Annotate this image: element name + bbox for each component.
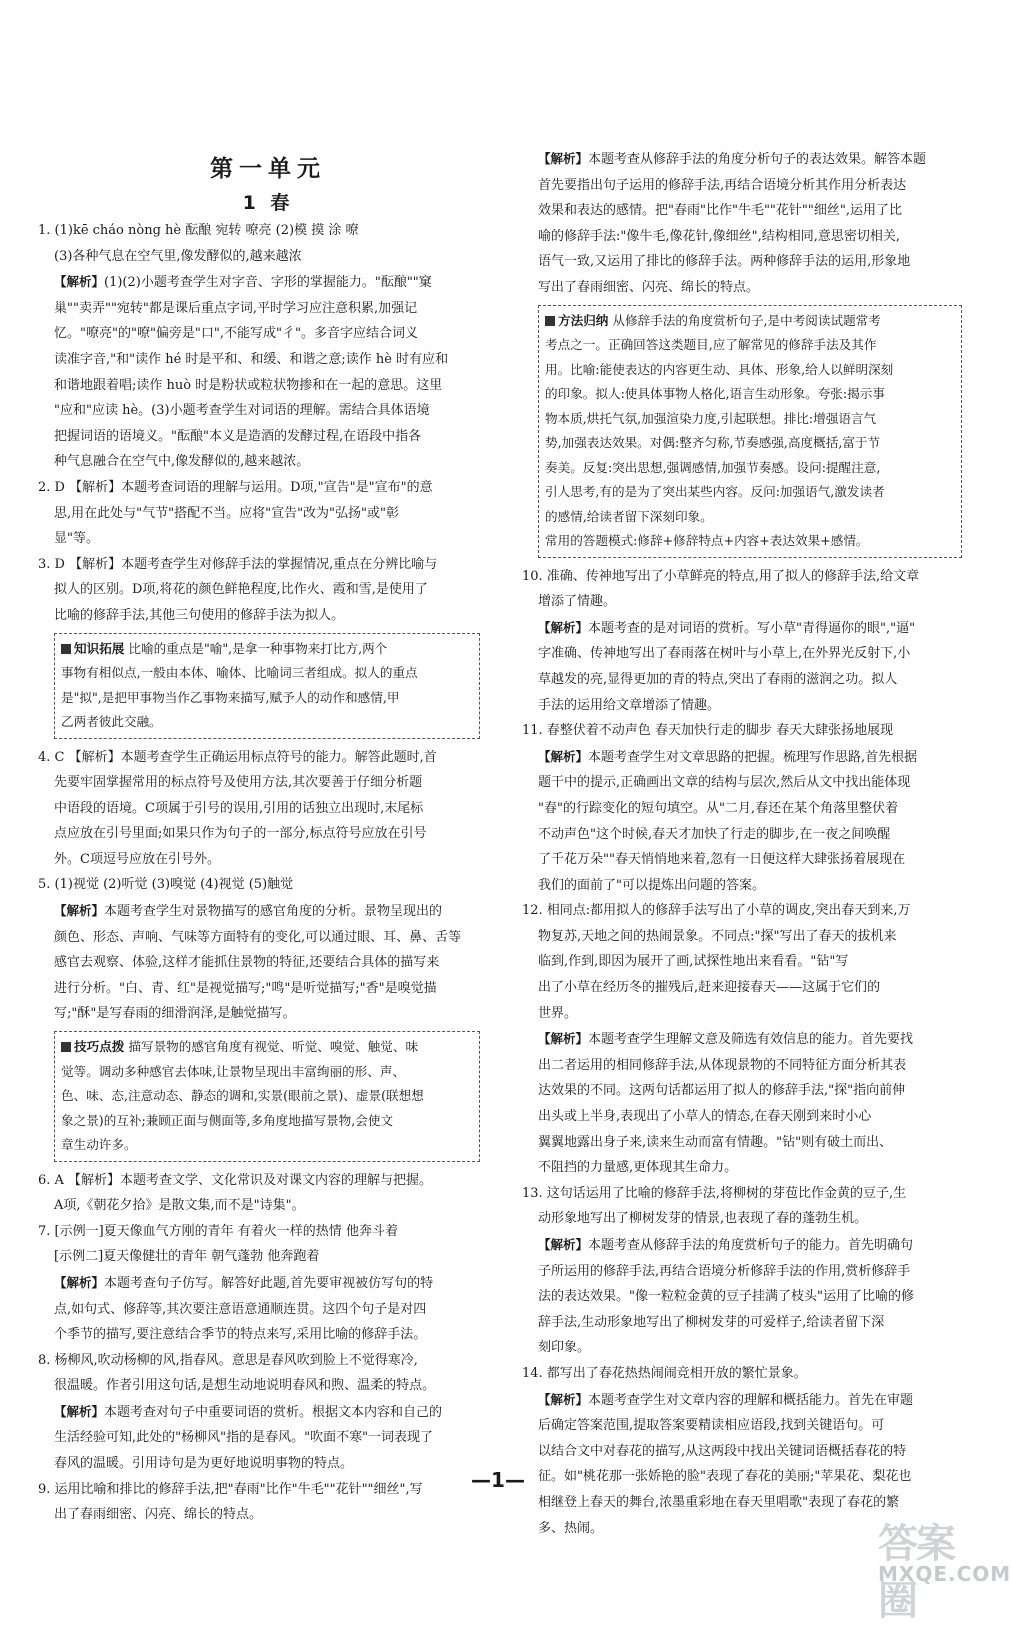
answer-line <box>522 1232 962 1259</box>
line-text: 读准字音,"和"读作 hé 时是平和、和缓、和谐之意;读作 hè 时有应和 <box>54 351 449 367</box>
line-text: 描写景物的感官角度有视觉、听觉、嗅觉、触觉、味 <box>128 1039 419 1055</box>
answer-line <box>38 1001 480 1027</box>
line-text: 相继登上春天的舞台,浓墨重彩地在春天里唱歌"表现了春花的繁 <box>538 1494 900 1510</box>
answer-line <box>61 1133 473 1158</box>
answer-line <box>61 1035 473 1060</box>
answer-line <box>38 1399 480 1426</box>
line-text: 出头或上半身,表现出了小草人的情态,在春天刚到来时小心 <box>538 1109 872 1125</box>
line-text: 我们的面前了"可以提炼出问题的答案。 <box>538 877 765 893</box>
answer-line <box>38 1244 480 1270</box>
answer-line <box>522 641 962 667</box>
line-text: 法的表达效果。"像一粒粒金黄的豆子挂满了枝头"运用了比喻的修 <box>538 1289 914 1305</box>
line-text: 点,如句式、修辞等,其次要注意语意通顺连贯。这四个句子是对四 <box>54 1301 427 1317</box>
line-text: 6. A 【解析】本题考查文学、文化常识及对课文内容的理解与把握。 <box>38 1172 433 1188</box>
answer-line <box>522 1310 962 1336</box>
answer-line <box>38 347 480 373</box>
answer-line <box>38 976 480 1002</box>
line-text: (1)(2)小题考查学生对字音、字形的掌握能力。"酝酿""窠 <box>104 275 432 291</box>
tip-box <box>54 1031 480 1162</box>
line-text: 4. C 【解析】本题考查学生正确运用标点符号的能力。解答此题时,首 <box>38 749 437 765</box>
left-answer-list <box>38 218 480 1528</box>
line-text: 进行分析。"白、青、红"是视觉描写;"鸣"是听觉描写;"香"是嗅觉描 <box>54 980 437 996</box>
answer-line <box>522 1439 962 1465</box>
line-text: 势,加强表达效果。对偶:整齐匀称,节奏感强,高度概括,富于节 <box>545 435 881 451</box>
answer-line <box>61 1109 473 1134</box>
answer-item <box>522 1026 962 1181</box>
answer-line <box>522 1155 962 1181</box>
analysis-tag: 【解析】 <box>54 903 105 919</box>
line-text: 不动声色"这个时候,春天才加快了行走的脚步,在一夜之间唤醒 <box>538 826 891 842</box>
line-text: 8. 杨柳风,吹动杨柳的风,指春风。意思是春风吹到脸上不觉得寒冷, <box>38 1352 418 1368</box>
answer-line <box>38 552 480 578</box>
answer-line <box>522 667 962 693</box>
line-text: 的感情,给读者留下深刻印象。 <box>545 508 713 524</box>
line-text: 7. [示例一]夏天像血气方刚的青年 有着火一样的热情 他奔斗着 <box>38 1223 398 1239</box>
line-text: 本题考查学生对景物描写的感官角度的分析。景物呈现出的 <box>104 904 443 920</box>
answer-item <box>522 564 962 615</box>
answer-line <box>522 718 962 744</box>
answer-line <box>38 872 480 898</box>
line-text: 以结合文中对春花的描写,从这两段中找出关键词语概括春花的特 <box>538 1443 907 1459</box>
line-text: 题干中的提示,正确画出文章的结构与层次,然后从文中找出能体现 <box>538 775 911 791</box>
line-text: 忆。"嘹亮"的"嘹"偏旁是"口",不能写成"彳"。多音字应结合词义 <box>54 326 418 342</box>
answer-line <box>522 1130 962 1156</box>
answer-line <box>38 373 480 399</box>
line-text: 象之景)的互补;兼顾正面与侧面等,多角度地描写景物,会使文 <box>61 1112 394 1128</box>
line-text: 动形象地写出了柳树发芽的情景,也表现了春的蓬勃生机。 <box>538 1211 868 1227</box>
line-text: 本题考查从修辞手法的角度分析句子的表达效果。解答本题 <box>588 152 927 167</box>
line-text: 从修辞手法的角度赏析句子,是中考阅读试题常考 <box>612 312 881 328</box>
answer-item <box>38 269 480 475</box>
tip-box-tag: 方法归纳 <box>545 313 608 328</box>
answer-item <box>38 475 480 552</box>
line-text: 征。如"桃花那一张娇艳的脸"表现了春花的美丽;"苹果花、梨花也 <box>538 1469 912 1485</box>
line-text: 子所运用的修辞手法,再结合语境分析修辞手法的作用,赏析修辞手 <box>538 1263 911 1279</box>
answer-line <box>522 1078 962 1104</box>
answer-line <box>38 501 480 527</box>
analysis-tag: 【解析】 <box>538 748 589 764</box>
line-text: "应和"应读 hè。(3)小题考查学生对词语的理解。需结合具体语境 <box>54 403 430 419</box>
answer-line <box>38 925 480 951</box>
line-text: 辞手法,生动形象地写出了柳树发芽的可爱样子,给读者留下深 <box>538 1314 885 1330</box>
answer-item <box>522 898 962 1026</box>
line-text: 14. 都写出了春花热热闹闹竞相开放的繁忙景象。 <box>522 1365 807 1381</box>
line-text: [示例二]夏天像健壮的青年 朝气蓬勃 他奔跑着 <box>54 1249 320 1265</box>
answer-line <box>38 1297 480 1323</box>
answer-line <box>61 661 473 686</box>
line-text: 章生动许多。 <box>61 1137 137 1153</box>
answer-line <box>38 770 480 796</box>
answer-line <box>545 358 955 383</box>
line-text: 3. D 【解析】本题考查学生对修辞手法的掌握情况,重点在分辨比喻与 <box>38 556 438 572</box>
answer-line <box>38 244 480 270</box>
line-text: 多、热闹。 <box>538 1520 604 1536</box>
line-text: 5. (1)视觉 (2)听觉 (3)嗅觉 (4)视觉 (5)触觉 <box>38 877 294 893</box>
answer-item <box>38 872 480 898</box>
line-text: 本题考查句子仿写。解答好此题,首先要审视被仿写句的特 <box>104 1275 434 1291</box>
answer-line <box>545 431 955 456</box>
answer-line <box>61 710 473 735</box>
answer-item <box>38 1168 480 1219</box>
answer-line <box>38 1322 480 1348</box>
analysis-tag: 【解析】 <box>538 1031 589 1047</box>
line-text: 本题考查学生对文章思路的把握。梳理写作思路,首先根据 <box>588 749 918 765</box>
line-text: (3)各种气息在空气里,像发酵似的,越来越浓 <box>54 248 302 264</box>
answer-line <box>522 615 962 642</box>
line-text: 出了小草在经历冬的摧残后,赶来迎接春天——这属于它们的 <box>538 980 881 996</box>
answer-line <box>38 745 480 771</box>
answer-line <box>61 1084 473 1109</box>
line-text: 后确定答案范围,提取答案要精读相应语段,找到关键语句。可 <box>538 1418 885 1434</box>
answer-line <box>38 424 480 450</box>
line-text: 和谐地跟着唱;读作 huò 时是粉状或粒状物掺和在一起的意思。这里 <box>54 377 443 393</box>
answer-line <box>522 847 962 873</box>
answer-item <box>38 1348 480 1399</box>
line-text: 常用的答题模式:修辞+修辞特点+内容+表达效果+感情。 <box>545 533 869 549</box>
line-text: 奏美。反复:突出思想,强调感情,加强节奏感。设问:提醒注意, <box>545 459 881 475</box>
answer-line <box>61 686 473 711</box>
line-text: 11. 春整伏着不动声色 春天加快行走的脚步 春天大肆张扬地展现 <box>522 723 894 739</box>
answer-line <box>522 1387 962 1414</box>
answer-line <box>38 1502 480 1528</box>
answer-line <box>38 526 480 552</box>
answer-line <box>522 146 962 173</box>
line-text: 引人思考,有的是为了突出某些内容。反问:加强语气,激发读者 <box>545 484 885 500</box>
line-text: 巢""卖弄""宛转"都是课后重点字词,平时学习应注意积累,加强记 <box>54 300 418 316</box>
answer-line <box>522 275 962 301</box>
answer-line <box>38 449 480 475</box>
line-text: 达效果的不同。这两句话都运用了拟人的修辞手法,"探"指向前伸 <box>538 1083 906 1099</box>
answer-line <box>522 796 962 822</box>
answer-line <box>545 456 955 481</box>
line-text: 2. D 【解析】本题考查词语的理解与运用。D项,"宣告"是"宣布"的意 <box>38 479 433 495</box>
line-text: 色、味、态,注意动态、静态的调和,实景(眼前之景)、虚景(联想想 <box>61 1088 424 1104</box>
watermark-url: MXQE.COM <box>878 1562 1011 1586</box>
line-text: 刻印象。 <box>538 1340 591 1356</box>
line-text: 乙两者彼此交融。 <box>61 714 162 729</box>
answer-line <box>38 603 480 629</box>
line-text: 本题考查从修辞手法的角度赏析句子的能力。首先明确句 <box>588 1238 914 1253</box>
line-text: 显"等。 <box>54 531 99 547</box>
answer-line <box>522 589 962 615</box>
answer-item <box>38 1270 480 1348</box>
line-text: 写出了春雨细密、闪亮、绵长的特点。 <box>538 279 760 295</box>
answer-item <box>38 745 480 873</box>
lesson-title: 1 春 <box>242 192 294 214</box>
tip-box-tag: 技巧点拨 <box>61 1039 124 1054</box>
line-text: 了千花万朵""春天悄悄地来着,忽有一日便这样大肆张扬着展现在 <box>538 852 906 868</box>
line-text: 本题考查对句子中重要词语的赏析。根据文本内容和自己的 <box>104 1404 443 1420</box>
line-text: 喻的修辞手法:"像牛毛,像花针,像细丝",结构相同,意思密切相关, <box>538 228 901 244</box>
line-text: 比喻的重点是"喻",是拿一种事物来打比方,两个 <box>128 640 388 656</box>
line-text: 的印象。拟人:使具体事物人格化,语言生动形象。夸张:揭示事 <box>545 386 885 402</box>
answer-line <box>38 950 480 976</box>
line-text: 感官去观察、体验,这样才能抓住景物的特征,还要结合具体的描写来 <box>54 955 440 971</box>
analysis-tag: 【解析】 <box>54 1274 105 1290</box>
answer-line <box>522 744 962 771</box>
answer-line <box>38 1168 480 1194</box>
line-text: 出二者运用的相同修辞手法,从体现景物的不同特征方面分析其表 <box>538 1057 907 1073</box>
analysis-tag: 【解析】 <box>54 1403 105 1419</box>
answer-line <box>545 333 955 358</box>
page-number: —1— <box>471 1468 525 1492</box>
line-text: 翼翼地露出身子来,读来生动而富有情趣。"钻"则有破土而出、 <box>538 1134 893 1150</box>
answer-line <box>522 1335 962 1361</box>
line-text: 本题考查的是对词语的赏析。写小草"青得逼你的眼","逼" <box>588 620 916 636</box>
answer-line <box>38 321 480 347</box>
answer-line <box>38 1193 480 1219</box>
line-text: 点应放在引号里面;如果只作为句子的一部分,标点符号应放在引号 <box>54 826 427 842</box>
answer-line <box>522 173 962 199</box>
line-text: 很温暖。作者引用这句话,是想生动地说明春风和煦、温柔的特点。 <box>54 1378 436 1394</box>
line-text: 临到,作到,即因为展开了画,试探性地出来看看。"钻"写 <box>538 954 849 970</box>
answer-line <box>545 529 955 554</box>
answer-line <box>522 1026 962 1053</box>
answer-line <box>522 1361 962 1387</box>
line-text: 考点之一。正确回答这类题目,应了解常见的修辞手法及其作 <box>545 337 877 353</box>
answer-item <box>38 1219 480 1270</box>
line-text: 拟人的区别。D项,将花的颜色鲜艳程度,比作火、霞和雪,是使用了 <box>54 582 428 598</box>
line-text: 首先要指出句子运用的修辞手法,再结合语境分析其作用分析表达 <box>538 177 907 193</box>
line-text: 春风的温暖。引用诗句是为更好地说明事物的特点。 <box>54 1456 354 1472</box>
answer-line <box>522 1001 962 1027</box>
watermark-text: 答案圈 <box>878 1521 954 1624</box>
answer-line <box>522 1284 962 1310</box>
answer-line <box>522 249 962 275</box>
answer-line <box>522 924 962 950</box>
line-text: 出了春雨细密、闪亮、绵长的特点。 <box>54 1507 263 1523</box>
line-text: 本题考查学生理解文意及筛选有效信息的能力。首先要找 <box>588 1032 914 1048</box>
line-text: 增添了情趣。 <box>538 594 617 610</box>
line-text: 觉等。调动多种感官去体味,让景物呈现出丰富绚丽的形、声、 <box>61 1063 406 1079</box>
answer-line <box>545 480 955 505</box>
analysis-tag: 【解析】 <box>538 151 589 166</box>
line-text: 13. 这句话运用了比喻的修辞手法,将柳树的芽苞比作金黄的豆子,生 <box>522 1185 907 1201</box>
answer-line <box>522 564 962 590</box>
answer-line <box>545 309 955 334</box>
answer-item <box>522 615 962 718</box>
answer-item <box>38 1399 480 1477</box>
line-text: 物本质,烘托气氛,加强渲染力度,引起联想。排比:增强语言气 <box>545 410 877 426</box>
line-text: 比喻的修辞手法,其他三句使用的修辞手法为拟人。 <box>54 607 345 623</box>
analysis-tag: 【解析】 <box>538 619 589 635</box>
analysis-tag: 【解析】 <box>538 1237 589 1252</box>
line-text: A项,《朝花夕拾》是散文集,而不是"诗集"。 <box>54 1198 305 1214</box>
answer-line <box>522 898 962 924</box>
answer-line <box>522 949 962 975</box>
answer-line <box>522 1181 962 1207</box>
line-text: 草越发的亮,显得更加的青的特点,突出了春雨的滋润之功。拟人 <box>538 671 898 687</box>
answer-line <box>522 822 962 848</box>
answer-line <box>545 382 955 407</box>
answer-line <box>38 1348 480 1374</box>
answer-line <box>522 693 962 719</box>
answer-line <box>38 796 480 822</box>
answer-item <box>522 718 962 744</box>
answer-line <box>38 1425 480 1451</box>
analysis-tag: 【解析】 <box>538 1391 589 1407</box>
answer-line <box>522 1259 962 1285</box>
answer-line <box>38 1270 480 1297</box>
line-text: 效果和表达的感情。把"春雨"比作"牛毛""花针""细丝",运用了比 <box>538 203 902 219</box>
line-text: 种气息融合在空气中,像发酵似的,越来越浓。 <box>54 454 310 470</box>
line-text: 12. 相同点:都用拟人的修辞手法写出了小草的调皮,突出春天到来,万 <box>522 903 911 919</box>
line-text: 字准确、传神地写出了春雨落在树叶与小草上,在外界光反射下,小 <box>538 646 911 662</box>
line-text: 本题考查学生对文章内容的理解和概括能力。首先在审题 <box>588 1392 914 1408</box>
analysis-tag: 【解析】 <box>54 274 105 290</box>
answer-item <box>38 552 480 629</box>
line-text: 用。比喻:能使表达的内容更生动、具体、形象,给人以鲜明深刻 <box>545 361 894 377</box>
answer-line <box>522 873 962 899</box>
line-text: 物复苏,天地之间的热闹景象。不同点:"探"写出了春天的拔机来 <box>538 928 897 944</box>
answer-line <box>522 1413 962 1439</box>
tip-box-tag: 知识拓展 <box>61 641 124 656</box>
unit-title: 第一单元 <box>210 156 326 182</box>
answer-line <box>545 407 955 432</box>
answer-line <box>38 821 480 847</box>
line-text: 外。C项逗号应放在引号外。 <box>54 851 220 867</box>
answer-line <box>545 505 955 530</box>
answer-item <box>522 1232 962 1361</box>
answer-line <box>38 1219 480 1245</box>
answer-line <box>522 1104 962 1130</box>
answer-item <box>522 1181 962 1232</box>
tip-box <box>54 633 480 739</box>
line-text: 1. (1)kē cháo nòng hè 酝酿 宛转 嘹亮 (2)模 摸 涂 嘹 <box>38 223 359 238</box>
answer-line <box>61 637 473 662</box>
line-text: 是"拟",是把甲事物当作乙事物来描写,赋予人的动作和感情,甲 <box>61 689 400 705</box>
answer-item <box>522 744 962 899</box>
answer-item <box>38 898 480 1027</box>
watermark-logo <box>878 1512 1011 1624</box>
line-text: 写;"酥"是写春雨的细滑润泽,是触觉描写。 <box>54 1006 296 1022</box>
answer-item <box>522 1361 962 1387</box>
answer-line <box>522 1206 962 1232</box>
line-text: "春"的行踪变化的短句填空。从"二月,春还在某个角落里整伏着 <box>538 800 899 816</box>
answer-line <box>38 398 480 424</box>
line-text: 先要牢固掌握常用的标点符号及使用方法,其次要善于仔细分析题 <box>54 775 423 791</box>
answer-line <box>522 1053 962 1079</box>
answer-line <box>38 218 480 244</box>
line-text: 语气一致,又运用了排比的修辞手法。两种修辞手法的运用,形象地 <box>538 254 911 270</box>
answer-line <box>38 847 480 873</box>
line-text: 事物有相似点,一般由本体、喻体、比喻词三者组成。拟人的重点 <box>61 665 418 680</box>
right-answer-list <box>522 146 962 1541</box>
line-text: 生活经验可知,此处的"杨柳风"指的是春风。"吹面不寒"一词表现了 <box>54 1430 434 1446</box>
answer-line <box>522 224 962 250</box>
tip-box <box>538 305 962 558</box>
answer-line <box>38 1373 480 1399</box>
line-text: 中语段的语境。C项属于引号的误用,引用的话独立出现时,末尾标 <box>54 800 424 816</box>
answer-line <box>38 475 480 501</box>
answer-line <box>38 577 480 603</box>
line-text: 不阻挡的力量感,更体现其生命力。 <box>538 1160 738 1176</box>
answer-line <box>522 975 962 1001</box>
answer-item <box>522 146 962 301</box>
answer-line <box>38 269 480 296</box>
line-text: 世界。 <box>538 1005 578 1021</box>
line-text: 把握词语的语境义。"酝酿"本义是造酒的发酵过程,在语段中指各 <box>54 428 422 444</box>
line-text: 思,用在此处与"气节"搭配不当。应将"宣告"改为"弘扬"或"彰 <box>54 505 399 521</box>
answer-line <box>38 296 480 322</box>
line-text: 个季节的描写,要注意结合季节的特点来写,采用比喻的修辞手法。 <box>54 1327 427 1343</box>
answer-item <box>38 218 480 269</box>
answer-line <box>522 198 962 224</box>
line-text: 颜色、形态、声响、气味等方面特有的变化,可以通过眼、耳、鼻、舌等 <box>54 929 462 945</box>
answer-line <box>61 1060 473 1085</box>
line-text: 10. 准确、传神地写出了小草鲜亮的特点,用了拟人的修辞手法,给文章 <box>522 568 920 584</box>
answer-line <box>38 898 480 925</box>
line-text: 9. 运用比喻和排比的修辞手法,把"春雨"比作"牛毛""花针""细丝",写 <box>38 1481 423 1497</box>
answer-line <box>522 770 962 796</box>
line-text: 手法的运用给文章增添了情趣。 <box>538 697 721 713</box>
